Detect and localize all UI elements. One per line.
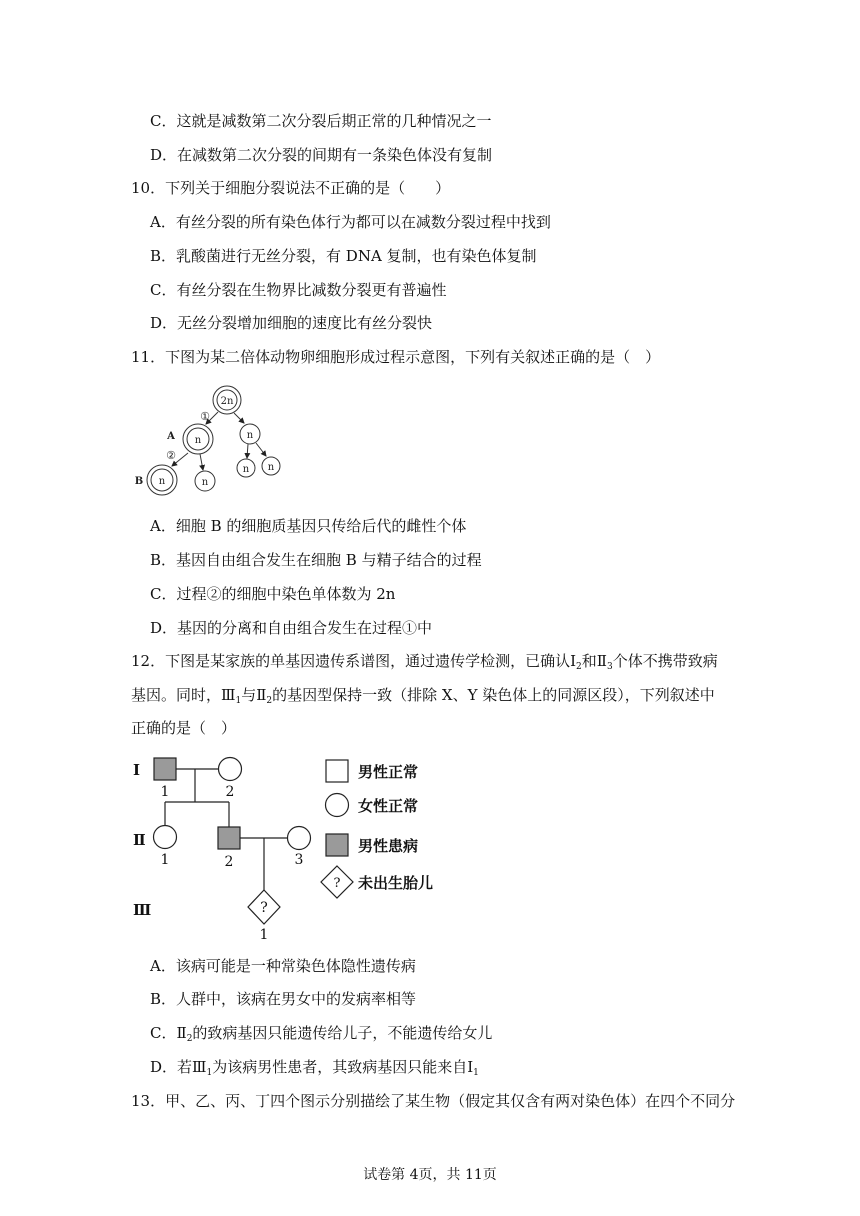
q11-option-b: B．基因自由组合发生在细胞 B 与精子结合的过程 [150, 551, 482, 569]
cell-a-label: n [194, 435, 202, 446]
q12-option-b: B．人群中，该病在男女中的发病率相等 [150, 990, 417, 1008]
step-1-marker: ① [200, 410, 210, 423]
legend-affected-male: 男性患病 [358, 837, 419, 855]
q12-option-c: C．$Ⅱ_2$的致病基因只能遗传给儿子，不能遗传给女儿 [150, 1024, 493, 1044]
i1-affected-male [154, 758, 176, 780]
q13-stem: 13．甲、乙、丙、丁四个图示分别描绘了某生物（假定其仅含有两对染色体）在四个不同分 [131, 1092, 736, 1110]
q10-option-d: D．无丝分裂增加细胞的速度比有丝分裂快 [150, 314, 433, 332]
q12-option-d: D．若$Ⅲ_1$为该病男性患者，其致病基因只能来自$Ⅰ_1$ [150, 1058, 479, 1078]
cell-b-label: n [158, 476, 166, 487]
top-cell-label: 2n [220, 396, 234, 407]
polar-body-4-label: n [267, 462, 275, 473]
ii3-normal-female [288, 827, 311, 850]
label-a: A [167, 431, 175, 442]
pedigree-chart [125, 750, 465, 945]
ii2-affected-male [218, 827, 240, 849]
ii1-normal-female [154, 826, 177, 849]
q10-option-a: A．有丝分裂的所有染色体行为都可以在减数分裂过程中找到 [150, 213, 551, 231]
legend-fetus-question: ? [333, 876, 341, 891]
q11-option-a: A．细胞 B 的细胞质基因只传给后代的雌性个体 [150, 517, 467, 535]
gen-2-label: Ⅱ [133, 831, 146, 849]
legend-unborn-fetus: 未出生胎儿 [358, 874, 434, 892]
legend-normal-male: 男性正常 [358, 763, 419, 781]
gen-1-label: Ⅰ [133, 761, 141, 779]
q12-stem-line-3: 正确的是（ ） [131, 719, 237, 737]
iii1-number: 1 [259, 927, 269, 943]
page-footer: 试卷第 4页，共 11页 [363, 1167, 497, 1183]
q12-stem-line-1: 12．下图是某家族的单基因遗传系谱图，通过遗传学检测，已确认$Ⅰ_2$和$Ⅱ_3$个体不携带致病 [131, 652, 718, 672]
q12-stem-line-2: 基因。同时，$Ⅲ_1$与$Ⅱ_2$的基因型保持一致（排除 X、Y 染色体上的同源区段），下列叙述中 [131, 686, 715, 706]
polar-body-label: n [246, 430, 254, 441]
q9-option-c: C．这就是减数第二次分裂后期正常的几种情况之一 [150, 112, 492, 130]
q11-option-d: D．基因的分离和自由组合发生在过程①中 [150, 619, 433, 637]
legend-normal-female: 女性正常 [358, 797, 419, 815]
i2-number: 2 [225, 784, 235, 800]
q10-stem: 10．下列关于细胞分裂说法不正确的是（ ） [131, 179, 451, 197]
i1-number: 1 [160, 784, 170, 800]
ii1-number: 1 [160, 852, 170, 868]
q10-option-c: C．有丝分裂在生物界比减数分裂更有普遍性 [150, 281, 447, 299]
q12-option-a: A．该病可能是一种常染色体隐性遗传病 [150, 957, 416, 975]
polar-body-3-label: n [242, 464, 250, 475]
polar-body-2-label: n [201, 477, 209, 488]
q10-option-b: B．乳酸菌进行无丝分裂，有 DNA 复制，也有染色体复制 [150, 247, 537, 265]
ii2-number: 2 [224, 854, 234, 870]
gen-3-label: Ⅲ [133, 901, 152, 919]
label-b: B [134, 476, 144, 487]
iii1-question: ? [260, 900, 268, 916]
q11-option-c: C．过程②的细胞中染色单体数为 2n [150, 585, 396, 603]
q9-option-d: D．在减数第二次分裂的间期有一条染色体没有复制 [150, 146, 493, 164]
step-2-marker: ② [166, 449, 176, 462]
ii3-number: 3 [294, 852, 304, 868]
q11-stem: 11．下图为某二倍体动物卵细胞形成过程示意图，下列有关叙述正确的是（ ） [131, 348, 661, 366]
i2-normal-female [219, 758, 242, 781]
oogenesis-diagram [128, 382, 298, 502]
